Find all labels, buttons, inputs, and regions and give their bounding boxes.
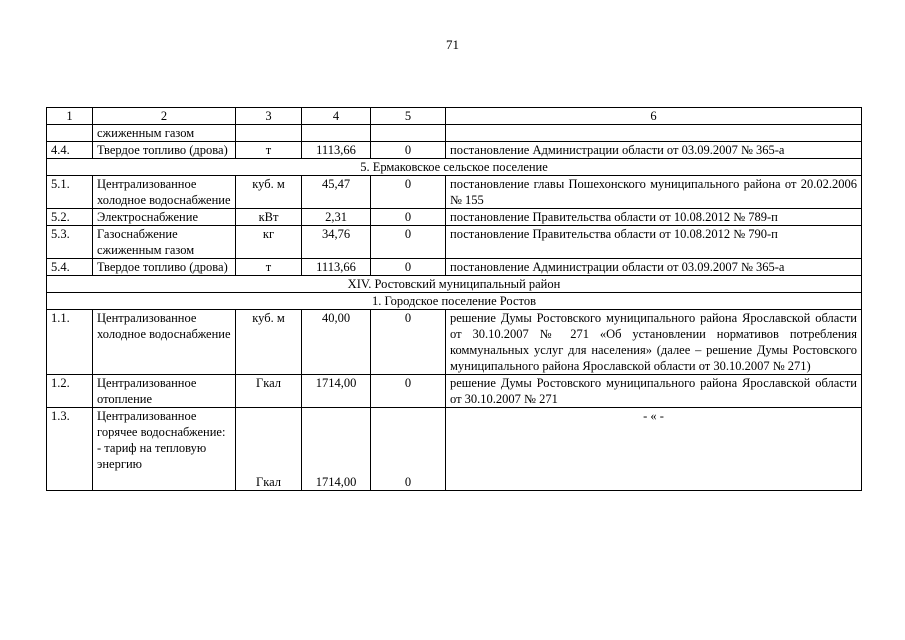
service-name-group bbox=[93, 408, 236, 491]
legal-basis: постановление Администрации области от 03.09.2007 № 365-а bbox=[446, 259, 862, 276]
section-title: 5. Ермаковское сельское поселение bbox=[47, 159, 862, 176]
table-row bbox=[47, 375, 862, 408]
service-name: Централизованное холодное водоснабжение bbox=[93, 310, 236, 375]
row-number: 5.3. bbox=[47, 226, 93, 259]
service-name: Твердое топливо (дрова) bbox=[93, 142, 236, 159]
row-number: 4.4. bbox=[47, 142, 93, 159]
table-row bbox=[47, 176, 862, 209]
table-row bbox=[47, 408, 862, 491]
row-number: 1.1. bbox=[47, 310, 93, 375]
service-name: сжиженным газом bbox=[93, 125, 236, 142]
unit: куб. м bbox=[236, 176, 302, 209]
value-col5: 0 bbox=[371, 142, 446, 159]
value-col5: 0 bbox=[371, 375, 446, 408]
unit: куб. м bbox=[236, 310, 302, 375]
value-col5: 0 bbox=[371, 259, 446, 276]
service-name: Электроснабжение bbox=[93, 209, 236, 226]
header-cell: 6 bbox=[446, 108, 862, 125]
unit: кВт bbox=[236, 209, 302, 226]
section-row bbox=[47, 293, 862, 310]
norm-value: 1113,66 bbox=[302, 142, 371, 159]
page-number: 71 bbox=[446, 37, 459, 52]
table-row bbox=[47, 142, 862, 159]
legal-basis: постановление Правительства области от 10.08.2012 № 789-п bbox=[446, 209, 862, 226]
section-row bbox=[47, 159, 862, 176]
norm-value: 1113,66 bbox=[302, 259, 371, 276]
row-number: 5.4. bbox=[47, 259, 93, 276]
norm-value: 1714,00 bbox=[302, 375, 371, 408]
section-title: 1. Городское поселение Ростов bbox=[47, 293, 862, 310]
legal-basis: решение Думы Ростовского муниципального района Ярославской области от 30.10.2007 № 271 «Об установлении нормативов потребления коммунальных услуг для населения» (далее – решение Думы Ростовского муниципального района Ярославской области от 30.10.2007 № 271) bbox=[446, 310, 862, 375]
service-name: Газоснабжение сжиженным газом bbox=[93, 226, 236, 259]
unit: Гкал bbox=[236, 375, 302, 408]
unit: т bbox=[236, 142, 302, 159]
tariff-table bbox=[46, 107, 862, 491]
unit: Гкал bbox=[236, 408, 302, 491]
service-name: Централизованное холодное водоснабжение bbox=[93, 176, 236, 209]
service-name: Централизованное горячее водоснабжение: bbox=[97, 409, 226, 439]
legal-basis: решение Думы Ростовского муниципального района Ярославской области от 30.10.2007 № 271 bbox=[446, 375, 862, 408]
value-col5: 0 bbox=[371, 408, 446, 491]
legal-basis: постановление Правительства области от 10.08.2012 № 790-п bbox=[446, 226, 862, 259]
norm-value: 1714,00 bbox=[302, 408, 371, 491]
table-header-row bbox=[47, 108, 862, 125]
table-row bbox=[47, 125, 862, 142]
header-cell: 1 bbox=[47, 108, 93, 125]
service-name: Централизованное отопление bbox=[93, 375, 236, 408]
value-col5: 0 bbox=[371, 209, 446, 226]
service-name: Твердое топливо (дрова) bbox=[93, 259, 236, 276]
row-number: 1.2. bbox=[47, 375, 93, 408]
norm-value: 45,47 bbox=[302, 176, 371, 209]
unit: кг bbox=[236, 226, 302, 259]
header-cell: 4 bbox=[302, 108, 371, 125]
unit: т bbox=[236, 259, 302, 276]
legal-basis: постановление главы Пошехонского муниципального района от 20.02.2006 № 155 bbox=[446, 176, 862, 209]
row-number: 5.1. bbox=[47, 176, 93, 209]
header-cell: 3 bbox=[236, 108, 302, 125]
legal-basis: постановление Администрации области от 03.09.2007 № 365-а bbox=[446, 142, 862, 159]
norm-value: 2,31 bbox=[302, 209, 371, 226]
table-row bbox=[47, 226, 862, 259]
table-row bbox=[47, 259, 862, 276]
value-col5: 0 bbox=[371, 310, 446, 375]
section-title: XIV. Ростовский муниципальный район bbox=[47, 276, 862, 293]
header-cell: 2 bbox=[93, 108, 236, 125]
service-subname: - тариф на тепловую энергию bbox=[97, 441, 207, 471]
value-col5: 0 bbox=[371, 176, 446, 209]
legal-basis: - « - bbox=[446, 408, 862, 491]
table-row bbox=[47, 310, 862, 375]
row-number: 5.2. bbox=[47, 209, 93, 226]
section-row bbox=[47, 276, 862, 293]
norm-value: 34,76 bbox=[302, 226, 371, 259]
table-row bbox=[47, 209, 862, 226]
norm-value: 40,00 bbox=[302, 310, 371, 375]
header-cell: 5 bbox=[371, 108, 446, 125]
row-number: 1.3. bbox=[47, 408, 93, 491]
value-col5: 0 bbox=[371, 226, 446, 259]
